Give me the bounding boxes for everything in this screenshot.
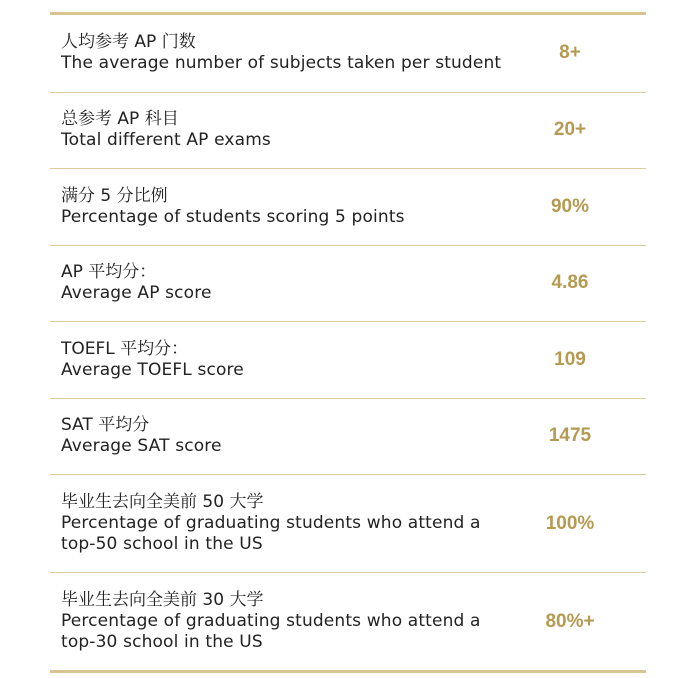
stat-label-chinese: 总参考 AP 科目 xyxy=(61,109,179,130)
stat-value: 4.86 xyxy=(551,272,589,294)
stat-label-chinese: 毕业生去向全美前 30 大学 xyxy=(61,590,264,610)
stat-value: 80%+ xyxy=(545,610,595,632)
stat-value: 8+ xyxy=(559,42,581,64)
stats-table xyxy=(50,12,646,673)
stat-label-english: Percentage of graduating students who attend a top-30 school in the US xyxy=(61,611,481,652)
stat-row-average-sat-score xyxy=(50,398,646,475)
stat-label-chinese: 人均参考 AP 门数 xyxy=(61,32,196,53)
stat-row-top-50-admission xyxy=(50,474,646,572)
stat-label-english: Percentage of students scoring 5 points xyxy=(61,206,405,227)
stat-value: 90% xyxy=(550,195,590,217)
stat-label-chinese: 满分 5 分比例 xyxy=(61,185,168,206)
stat-label-english: Average SAT score xyxy=(61,436,222,457)
stat-label xyxy=(50,109,502,151)
stat-label-english: The average number of subjects taken per student xyxy=(61,53,502,74)
stat-value: 100% xyxy=(545,512,595,534)
stat-label xyxy=(50,492,502,555)
stat-label-english: Average AP score xyxy=(61,283,212,304)
stat-label-chinese: SAT 平均分 xyxy=(61,415,150,436)
stat-value: 20+ xyxy=(553,119,587,141)
stat-label xyxy=(50,339,502,381)
stat-row-score-5-percentage xyxy=(50,168,646,245)
stat-label-english: Percentage of graduating students who attend a top-50 school in the US xyxy=(61,513,481,554)
stat-label-english: Total different AP exams xyxy=(61,130,271,151)
stat-label xyxy=(50,32,502,74)
stat-value: 1475 xyxy=(548,425,592,447)
stat-label-chinese: TOEFL 平均分： xyxy=(61,338,189,359)
stat-row-top-30-admission xyxy=(50,572,646,670)
stat-label xyxy=(50,415,502,457)
stat-label xyxy=(50,262,502,304)
stat-label-chinese: 毕业生去向全美前 50 大学 xyxy=(61,492,264,512)
stat-label-chinese: AP 平均分： xyxy=(61,262,157,283)
stat-row-ap-subjects-per-student xyxy=(50,15,646,92)
stat-row-average-ap-score xyxy=(50,245,646,322)
stat-label xyxy=(50,590,502,653)
stat-label xyxy=(50,186,502,228)
stat-row-average-toefl-score xyxy=(50,321,646,398)
stat-row-total-ap-exams xyxy=(50,92,646,169)
stat-value: 109 xyxy=(554,348,586,370)
stat-label-english: Average TOEFL score xyxy=(61,359,244,380)
